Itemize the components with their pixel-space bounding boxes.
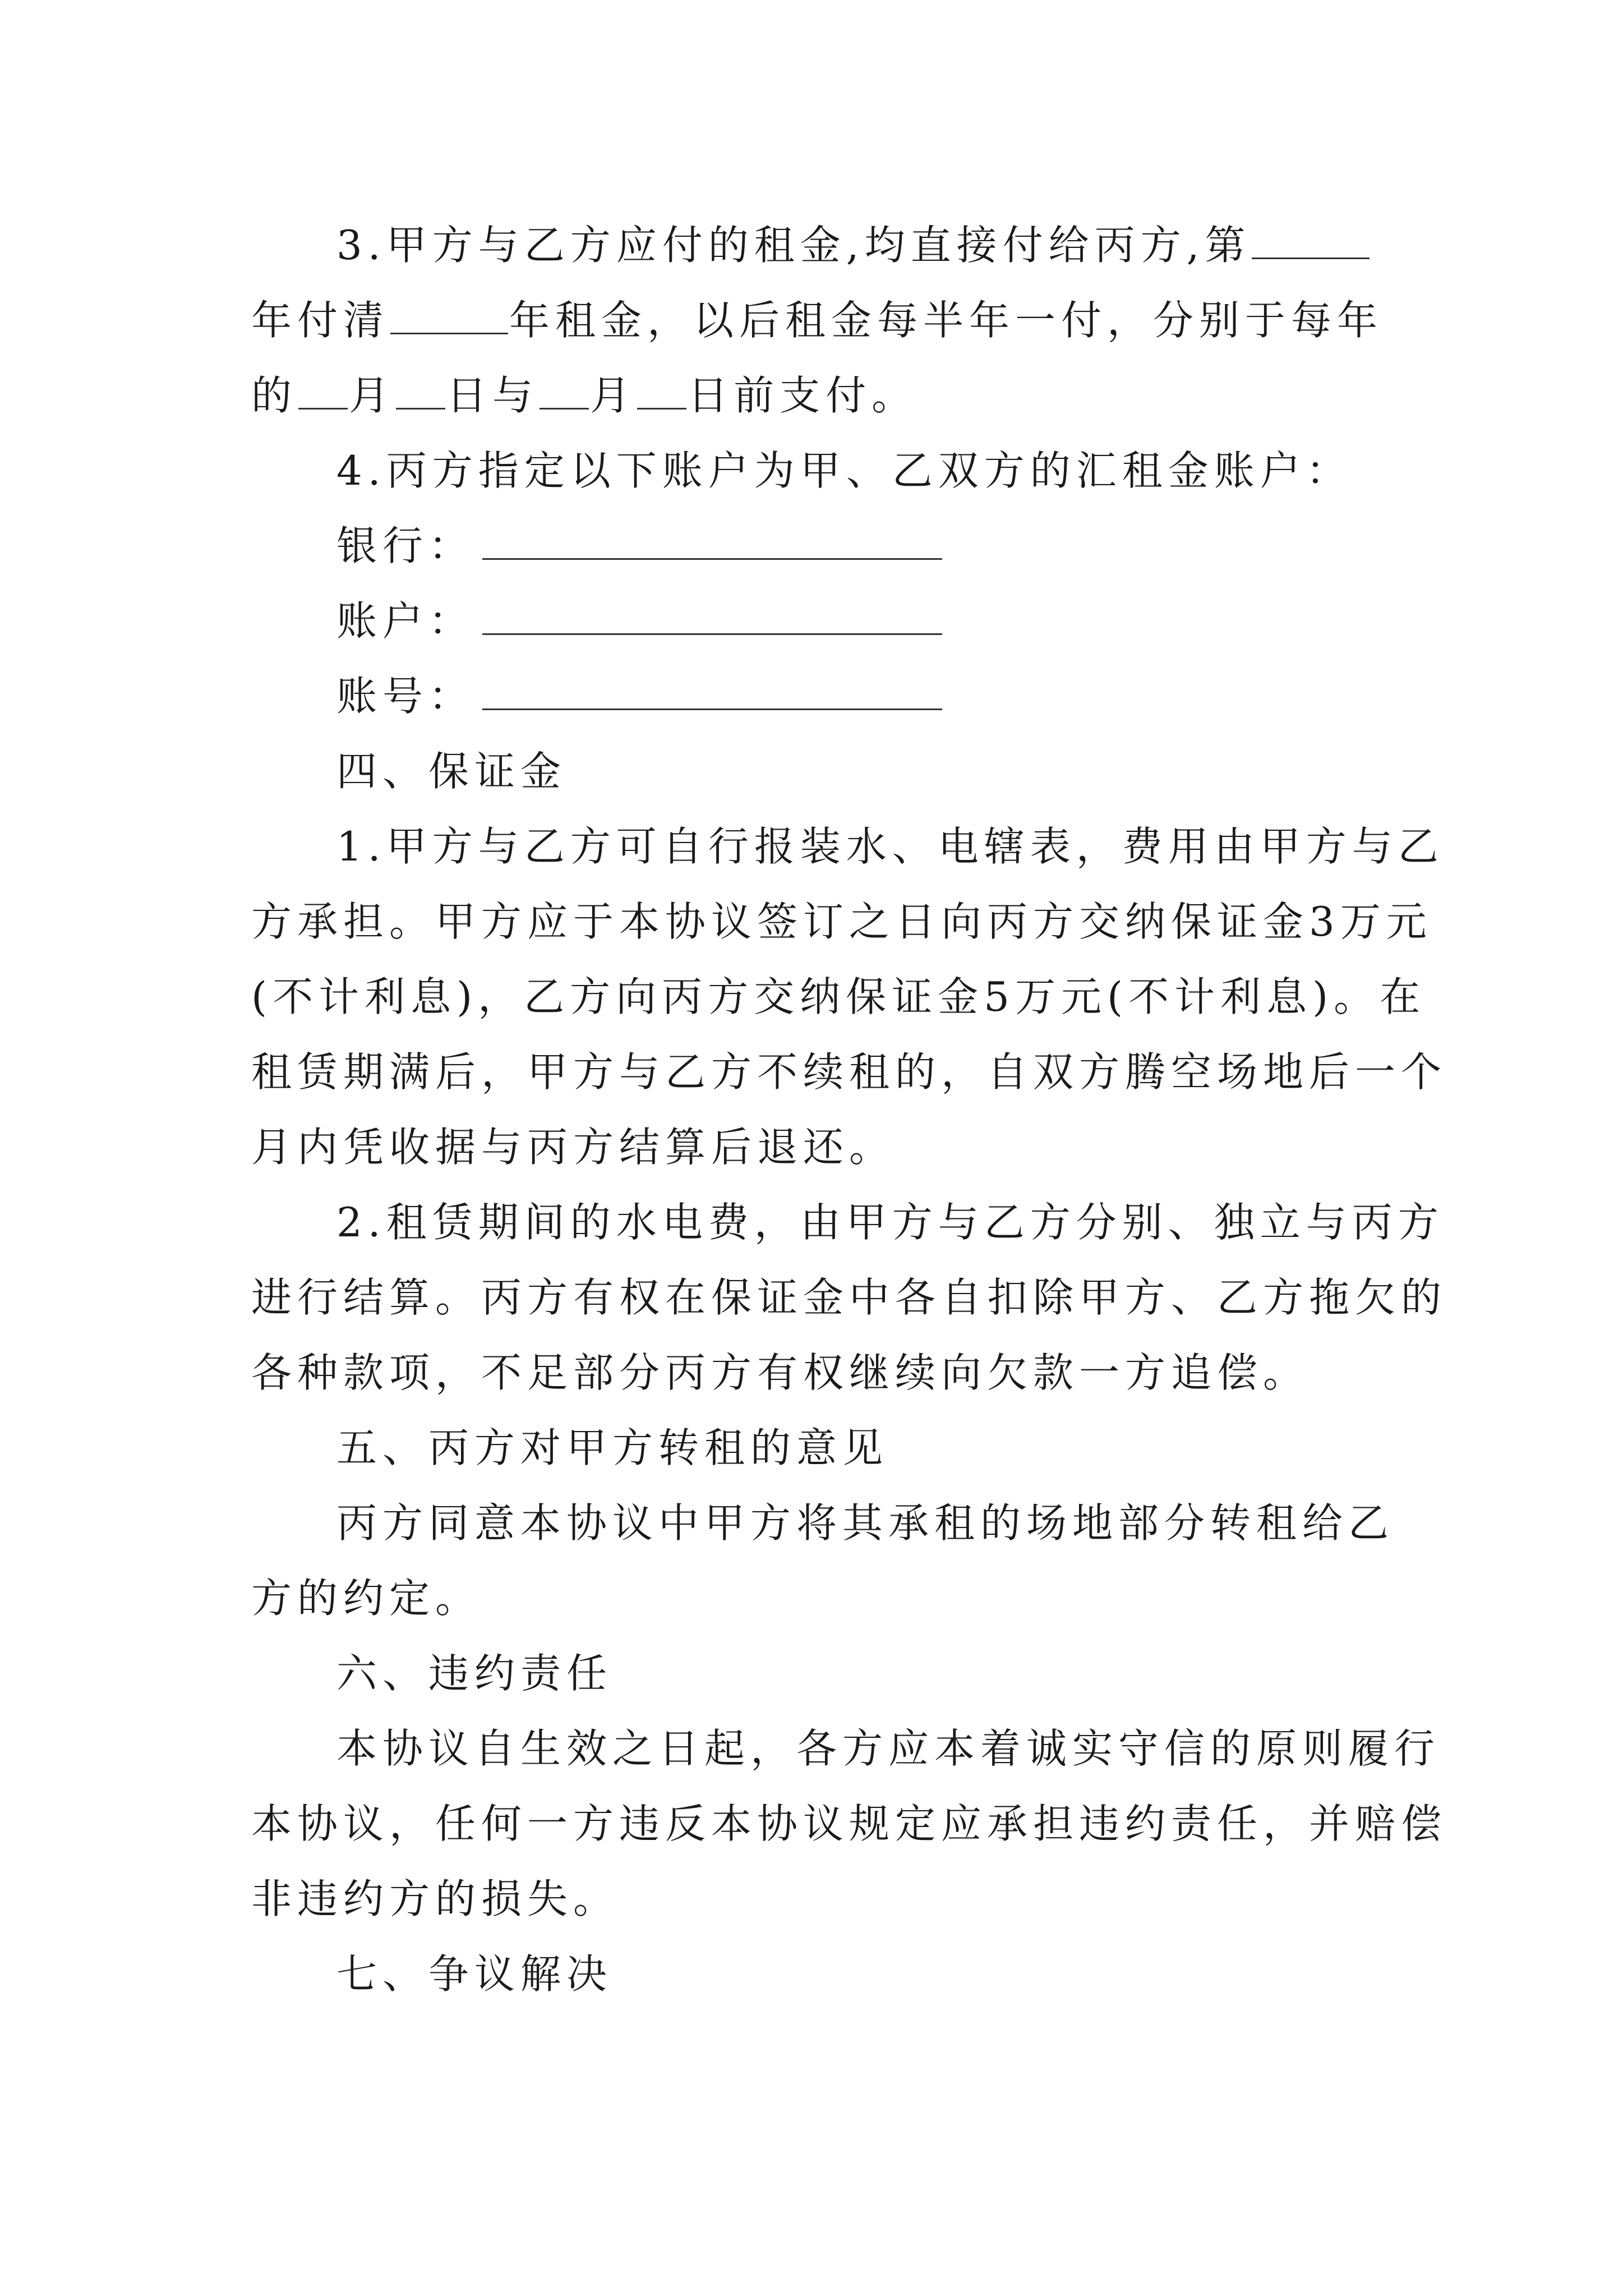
account-number-label: 账号： [336,673,475,720]
bank-label: 银行： [336,522,475,569]
rent-payment-text: 月 [590,372,637,419]
deposit-item2-line: 各种款项，不足部分丙方有权继续向欠款一方追偿。 [251,1349,1310,1396]
rent-payment-text: 的 [251,372,298,419]
blank-month-1[interactable] [298,373,348,409]
rent-payment-line-3 [251,359,1384,432]
deposit-item1-line: 月内凭收据与丙方结算后退还。 [251,1124,896,1171]
opinion-line: 丙方同意本协议中甲方将其承租的场地部分转租给乙 [336,1499,1395,1547]
deposit-item1-line: 方承担。甲方应于本协议签订之日向丙方交纳保证金3万元 [251,898,1432,945]
blank-day-1[interactable] [396,373,445,409]
account-number-row [336,660,1384,733]
breach-line: 非违约方的损失。 [251,1875,620,1922]
rent-payment-text: 日与 [446,372,539,419]
bank-row [336,509,1384,582]
rent-payment-text: 年付清 [251,297,390,344]
account-name-field[interactable] [482,599,942,635]
breach-line: 本协议自生效之日起，各方应本着诚实守信的原则履行 [336,1725,1441,1772]
rent-payment-text: 年租金，以后租金每半年一付，分别于每年 [509,297,1384,344]
deposit-item1-line: (不计利息)，乙方向丙方交纳保证金5万元(不计利息)。在 [251,973,1426,1020]
rent-payment-line-2 [251,284,1384,357]
account-name-label: 账户： [336,597,475,645]
section-heading-dispute: 七、争议解决 [336,1950,613,1998]
rent-payment-line-1 [336,209,1384,282]
blank-month-2[interactable] [540,373,589,409]
rent-payment-text: 月 [349,372,395,419]
deposit-item1-line: 1.甲方与乙方可自行报装水、电辖表，费用由甲方与乙 [336,823,1444,870]
rent-payment-text: 日前支付。 [688,372,918,419]
blank-year[interactable] [1252,223,1370,259]
deposit-item2-line: 2.租赁期间的水电费，由甲方与乙方分别、独立与丙方 [336,1199,1444,1246]
deposit-item1-line: 租赁期满后，甲方与乙方不续租的，自双方腾空场地后一个 [251,1048,1447,1096]
bank-field[interactable] [482,523,942,560]
section-heading-breach: 六、违约责任 [336,1650,613,1697]
blank-day-2[interactable] [637,373,686,409]
account-intro: 4.丙方指定以下账户为甲、乙双方的汇租金账户： [336,447,1352,494]
account-name-row [336,585,1384,657]
account-number-field[interactable] [482,674,942,710]
section-heading-opinion: 五、丙方对甲方转租的意见 [336,1424,889,1471]
section-heading-deposit: 四、保证金 [336,748,567,795]
opinion-line: 方的约定。 [251,1575,482,1622]
rent-payment-text: 3.甲方与乙方应付的租金,均直接付给丙方,第 [336,222,1251,269]
deposit-item2-line: 进行结算。丙方有权在保证金中各自扣除甲方、乙方拖欠的 [251,1274,1447,1321]
blank-rent-year[interactable] [390,298,508,334]
breach-line: 本协议，任何一方违反本协议规定应承担违约责任，并赔偿 [251,1800,1447,1847]
